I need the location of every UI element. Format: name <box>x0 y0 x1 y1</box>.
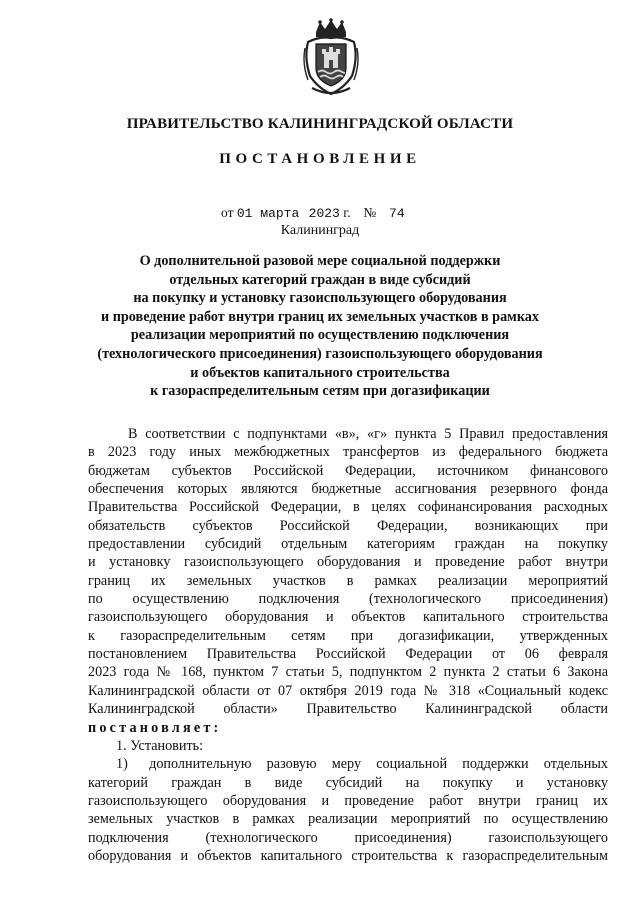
body-line: Правительства Российской Федерации, в целях софинансирования расходных <box>88 499 608 516</box>
number-sign: № <box>363 205 377 220</box>
point-1-heading: 1. Установить: <box>116 737 204 754</box>
body-line: В соответствии с подпунктами «в», «г» пункта 5 Правил предоставления <box>128 426 608 442</box>
subpoint-line: земельных участков в рамках реализации мероприятий по осуществлению <box>88 811 608 828</box>
city-name: Калининград <box>280 223 360 238</box>
year-suffix: г. <box>343 205 351 220</box>
coat-of-arms-icon <box>302 18 360 98</box>
document-number: 74 <box>389 206 405 221</box>
document-year: 2023 <box>308 206 340 221</box>
title-line: к газораспределительным сетям при догазификации <box>150 383 490 400</box>
title-line: реализации мероприятий по осуществлению подключения <box>130 327 510 344</box>
body-line: в 2023 году иных межбюджетных трансфертов из федерального бюджета <box>88 444 608 461</box>
subpoint-line: оборудования и объектов капитального строительства к газораспределительным <box>88 847 608 864</box>
body-line: обязательств субъектов Российской Федерации, возникающих при <box>88 517 608 534</box>
subpoint-line: 1) дополнительную разовую меру социальной поддержки отдельных <box>116 756 608 773</box>
title-line: (технологического присоединения) газоиспользующего оборудования <box>97 345 543 362</box>
resolves-word: постановляет: <box>88 719 222 736</box>
document-type: ПОСТАНОВЛЕНИЕ <box>219 151 421 167</box>
body-line: и установку газоиспользующего оборудования и проведение работ внутри <box>88 554 608 571</box>
document-body <box>88 425 608 865</box>
document-title <box>70 252 570 401</box>
subpoint-line: газоиспользующего оборудования и проведение работ внутри границ их <box>88 792 608 809</box>
body-line: по осуществлению подключения (технологического присоединения) <box>88 591 608 608</box>
date-prefix: от <box>221 205 234 220</box>
body-line: предоставлении субсидий отдельным категориям граждан на покупку <box>88 536 608 553</box>
title-line: на покупку и установку газоиспользующего оборудования <box>133 290 507 307</box>
body-line: бюджетам субъектов Российской Федерации, источником финансового <box>88 462 608 479</box>
title-line: и объектов капитального строительства <box>190 364 450 381</box>
body-line: постановлением Правительства Российской Федерации от 06 февраля <box>88 646 608 663</box>
subpoint-line: подключения (технологического присоединения) газоиспользующего <box>88 829 608 846</box>
body-line: границ их земельных участков в рамках реализации мероприятий <box>88 572 608 589</box>
body-line: Калининградской области от 07 октября 2019 года № 318 «Социальный кодекс <box>88 682 608 699</box>
document-date: 01 марта <box>236 206 300 221</box>
body-line: к газораспределительным сетям при догазификации, утвержденных <box>88 627 608 644</box>
body-line: газоиспользующего оборудования и объектов капитального строительства <box>88 609 608 626</box>
subpoint-line: категорий граждан в виде субсидий на покупку и установку <box>88 774 608 791</box>
date-number-line <box>221 205 405 221</box>
title-line: О дополнительной разовой мере социальной поддержки <box>139 253 501 269</box>
organization-name: ПРАВИТЕЛЬСТВО КАЛИНИНГРАДСКОЙ ОБЛАСТИ <box>126 116 514 132</box>
body-line: 2023 года № 168, пунктом 7 статьи 5, подпунктом 2 пункта 2 статьи 6 Закона <box>88 664 608 681</box>
title-line: и проведение работ внутри границ их земельных участков в рамках <box>101 308 539 325</box>
body-line: Калининградской области» Правительство Калининградской области <box>88 701 608 718</box>
title-line: отдельных категорий граждан в виде субсидий <box>169 271 471 288</box>
body-line: обеспечения которых являются бюджетные ассигнования резервного фонда <box>88 481 608 498</box>
